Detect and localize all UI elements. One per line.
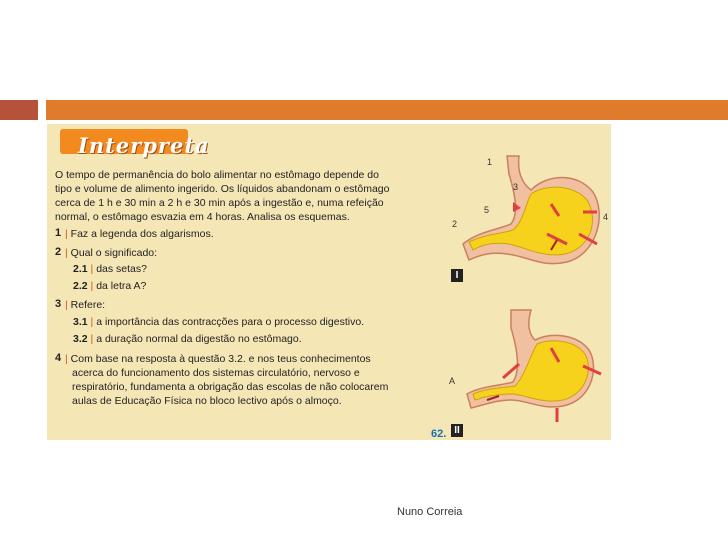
intro-line: cerca de 1 h e 30 min a 2 h e 30 min após a ingestão e, numa refeição xyxy=(55,197,384,209)
question-3-1: 3.1 | a importância das contracções para o processo digestivo. xyxy=(73,316,365,328)
diagram-label: 2 xyxy=(452,219,458,229)
question-number: 3 xyxy=(55,298,62,310)
stomach-diagram-2 xyxy=(447,304,611,434)
diagram-label: 1 xyxy=(487,157,493,167)
question-4: | Com base na resposta à questão 3.2. e nos teus conhecimentos acerca do funcionamento dos sistemas circulatório, nervoso e respiratório, fundamenta a obrigação das escolas de não colocarem aulas de Educação Física no bloco lectivo após o almoço. xyxy=(65,353,389,407)
section-title: Interpreta xyxy=(78,133,210,158)
intro-line: O tempo de permanência do bolo alimentar no estômago depende do xyxy=(55,169,379,181)
page-number: 62. xyxy=(431,428,447,440)
question-3-2: 3.2 | a duração normal da digestão no estômago. xyxy=(73,333,302,345)
question-2-2: 2.2 | da letra A? xyxy=(73,280,147,292)
textbook-scan xyxy=(47,124,611,440)
title-banner xyxy=(60,129,210,158)
stomach-diagram-1 xyxy=(447,144,611,284)
diagram-number-2: II xyxy=(451,424,463,437)
diagram-label: 3 xyxy=(513,182,519,192)
question-2-1: 2.1 | das setas? xyxy=(73,263,147,275)
question-3: | Refere: xyxy=(65,299,106,311)
intro-line: normal, o estômago esvazia em 4 horas. Analisa os esquemas. xyxy=(55,211,350,223)
accent-bar-right xyxy=(46,100,728,120)
intro-line: tipo e volume de alimento ingerido. Os líquidos abandonam o estômago xyxy=(55,183,390,195)
accent-bar-left xyxy=(0,100,38,120)
question-1: | Faz a legenda dos algarismos. xyxy=(65,228,214,240)
diagram-label: 4 xyxy=(603,212,609,222)
question-number: 1 xyxy=(55,227,62,239)
diagram-label: A xyxy=(449,376,456,386)
diagram-number-1: I xyxy=(451,269,463,282)
question-number: 4 xyxy=(55,352,62,364)
diagram-label: 5 xyxy=(484,205,490,215)
question-2: | Qual o significado: xyxy=(65,247,158,259)
question-number: 2 xyxy=(55,246,62,258)
intro-paragraph xyxy=(55,168,389,224)
footer-author: Nuno Correia xyxy=(397,506,463,518)
